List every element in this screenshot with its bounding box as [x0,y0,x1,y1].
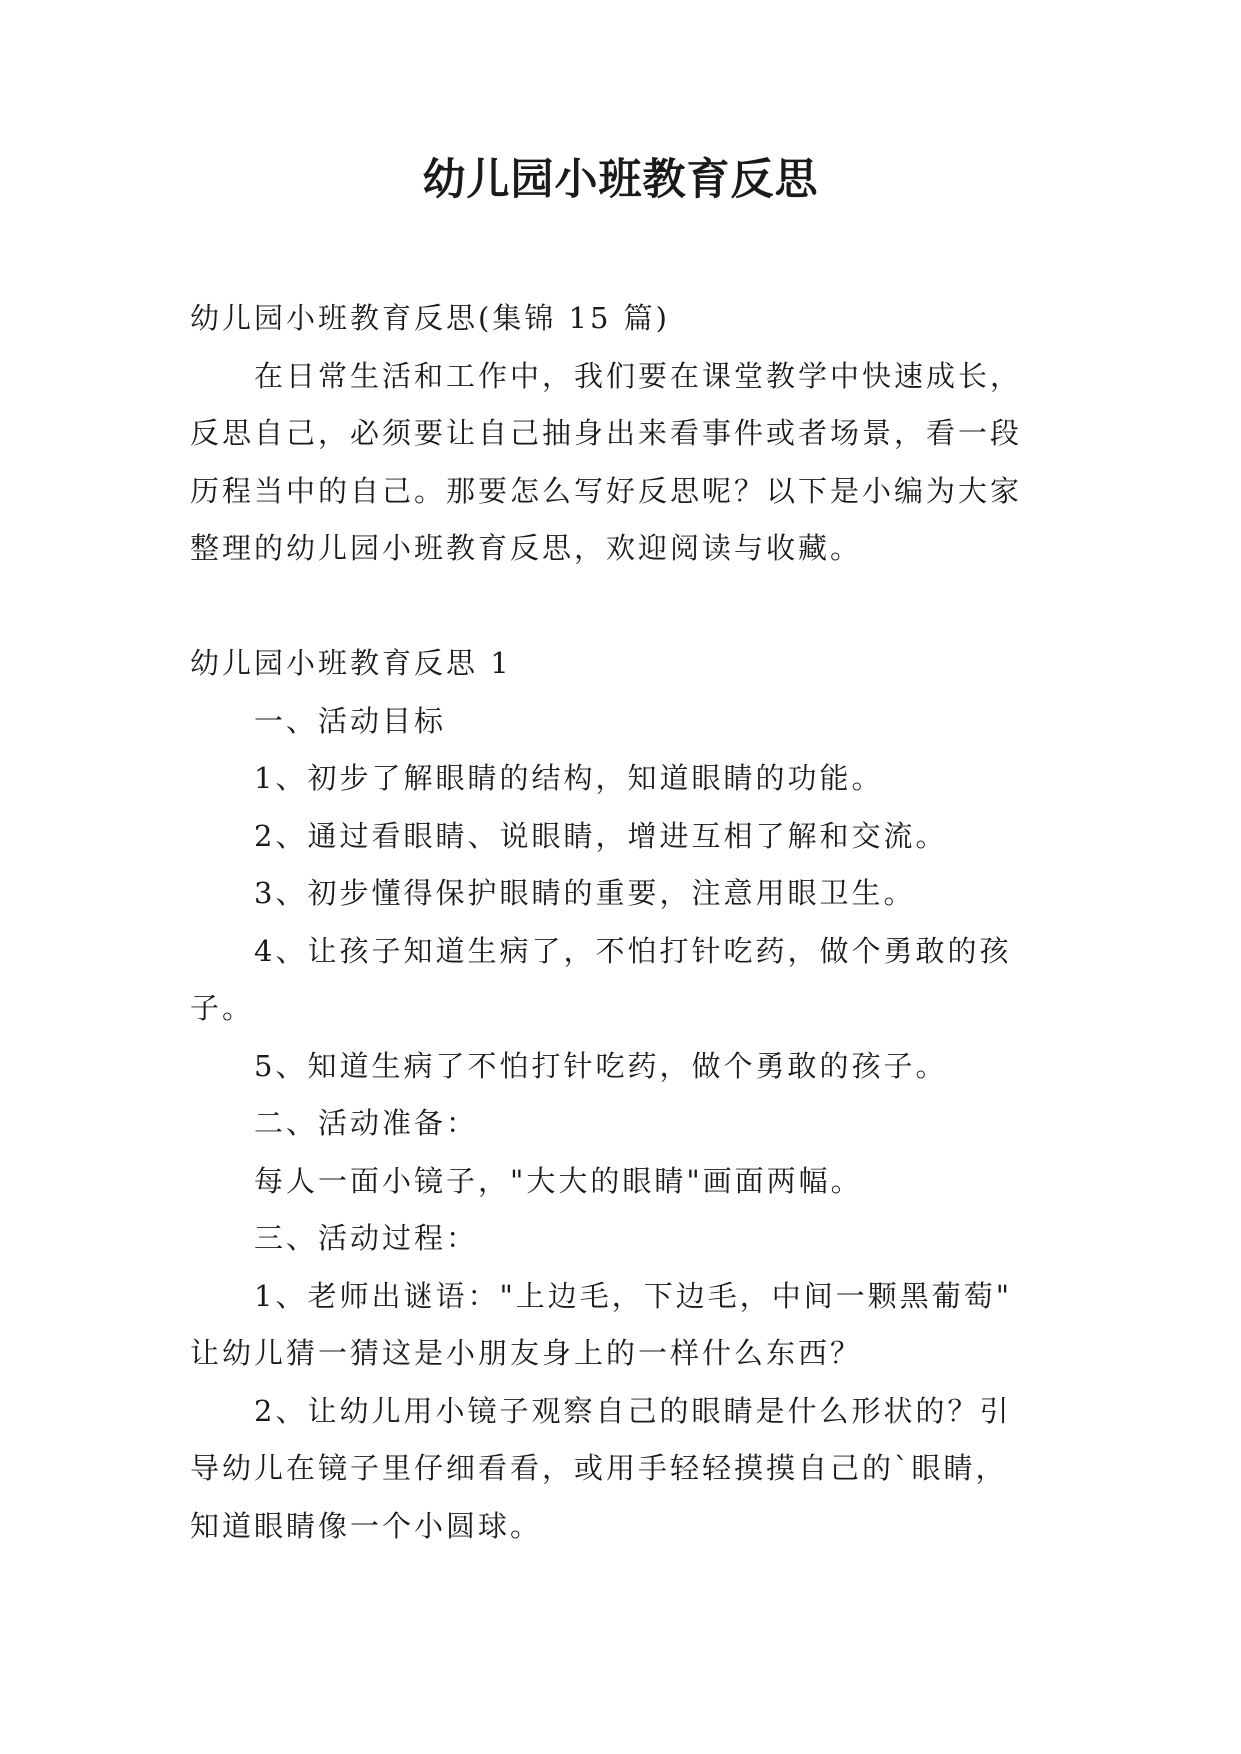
goal-item: 3、初步懂得保护眼睛的重要，注意用眼卫生。 [254,876,916,910]
intro-line: 历程当中的自己。那要怎么写好反思呢？以下是小编为大家 [190,473,1023,508]
intro-line: 反思自己，必须要让自己抽身出来看事件或者场景，看一段 [190,416,1023,450]
prep-text: 每人一面小镜子，"大大的眼睛"画面两幅。 [254,1163,863,1198]
document-title: 幼儿园小班教育反思 [422,155,819,205]
goal-item: 2、通过看眼睛、说眼睛，增进互相了解和交流。 [254,818,948,853]
process-step-continued: 让幼儿猜一猜这是小朋友身上的一样什么东西？ [190,1336,863,1370]
prep-heading: 二、活动准备： [254,1106,479,1140]
process-heading: 三、活动过程： [254,1221,479,1255]
process-step-continued: 导幼儿在镜子里仔细看看，或用手轻轻摸摸自己的`眼睛， [190,1451,1008,1485]
paragraph-gap [190,578,1065,636]
process-step-continued: 知道眼睛像一个小圆球。 [190,1508,543,1543]
document-body [190,290,1065,1555]
goal-item: 5、知道生病了不怕打针吃药，做个勇敢的孩子。 [254,1048,948,1083]
goal-item-continued: 子。 [190,991,255,1025]
goal-item: 1、初步了解眼睛的结构，知道眼睛的功能。 [254,761,884,795]
process-step: 1、老师出谜语："上边毛，下边毛，中间一颗黑葡萄" [254,1278,1013,1313]
document-subtitle: 幼儿园小班教育反思(集锦 15 篇) [190,301,670,335]
section-heading: 幼儿园小班教育反思 1 [190,646,512,680]
intro-line: 在日常生活和工作中，我们要在课堂教学中快速成长， [254,358,1023,393]
goals-heading: 一、活动目标 [254,703,447,738]
process-step: 2、让幼儿用小镜子观察自己的眼睛是什么形状的？引 [254,1393,1012,1428]
goal-item: 4、让孩子知道生病了，不怕打针吃药，做个勇敢的孩 [254,933,1012,968]
intro-line: 整理的幼儿园小班教育反思，欢迎阅读与收藏。 [190,531,863,565]
